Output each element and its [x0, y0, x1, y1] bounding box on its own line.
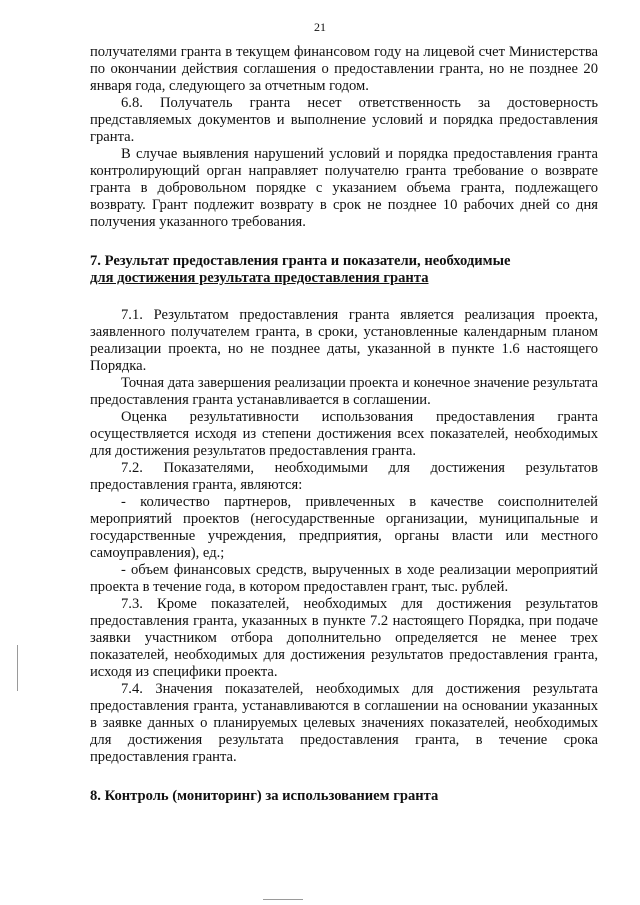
section-7-heading-line-2: [90, 270, 598, 287]
paragraph-evaluation: Оценка результативности использования предоставления гранта осуществляется исходя из степени достижения всех показателей, необходимых для достижения результатов предоставления гранта.: [90, 409, 598, 459]
spacer: [90, 766, 598, 788]
spacer: [90, 231, 598, 253]
list-item-funds: - объем финансовых средств, вырученных в ходе реализации мероприятий проекта в течение года, в котором предоставлен грант, тыс. рублей.: [90, 562, 598, 595]
section-7-heading-line-2-text: для достижения результата предоставления гранта: [90, 270, 429, 286]
scan-bottom-mark: [263, 899, 303, 900]
paragraph-7-1: 7.1. Результатом предоставления гранта является реализация проекта, заявленного получателем гранта, в сроки, установленные календарным планом реализации проекта, но не позднее даты, указанной в пункте 1.6 настоящего Порядка.: [90, 307, 598, 374]
page-content: [90, 44, 598, 805]
paragraph-violations: В случае выявления нарушений условий и порядка предоставления гранта контролирующий орган направляет получателю гранта требование о возврате гранта в добровольном порядке с указанием объема гранта, подлежащего возврату. Грант подлежит возврату в срок не позднее 10 рабочих дней со дня получения указанного требования.: [90, 146, 598, 230]
section-7-heading: [90, 253, 598, 287]
section-7-heading-line-1: 7. Результат предоставления гранта и показатели, необходимые: [90, 253, 511, 269]
page-number: 21: [314, 20, 326, 34]
scan-margin-mark: [17, 645, 18, 691]
paragraph-exact-date: Точная дата завершения реализации проекта и конечное значение результата предоставления гранта устанавливается в соглашении.: [90, 375, 599, 408]
paragraph-7-3: 7.3. Кроме показателей, необходимых для достижения результатов предоставления гранта, указанных в пункте 7.2 настоящего Порядка, при подаче заявки участником отбора дополнительно определяется не менее трех показателей, необходимых для достижения результатов предоставления гранта, исходя из специфики проекта.: [90, 596, 598, 680]
paragraph-7-4: 7.4. Значения показателей, необходимых для достижения результата предоставления гранта, устанавливаются в соглашении на основании указанных в заявке данных о планируемых целевых значениях показателей, необходимых для достижения результата предоставления гранта, в течение срока предоставления гранта.: [90, 681, 598, 765]
section-8-heading: 8. Контроль (мониторинг) за использованием гранта: [90, 788, 439, 804]
list-item-partners: - количество партнеров, привлеченных в качестве соисполнителей мероприятий проектов (негосударственные организации, муниципальные и государственные учреждения, предприятия, органы власти или местного самоуправления), ед.;: [90, 494, 598, 561]
paragraph-6-8: 6.8. Получатель гранта несет ответственность за достоверность представляемых документов и выполнение условий и порядка предоставления гранта.: [90, 95, 598, 145]
spacer: [90, 287, 598, 307]
continuation-paragraph: получателями гранта в текущем финансовом году на лицевой счет Министерства по окончании действия соглашения о предоставлении гранта, но не позднее 20 января года, следующего за отчетным годом.: [90, 44, 598, 94]
paragraph-7-2: 7.2. Показателями, необходимыми для достижения результатов предоставления гранта, являются:: [90, 460, 598, 493]
